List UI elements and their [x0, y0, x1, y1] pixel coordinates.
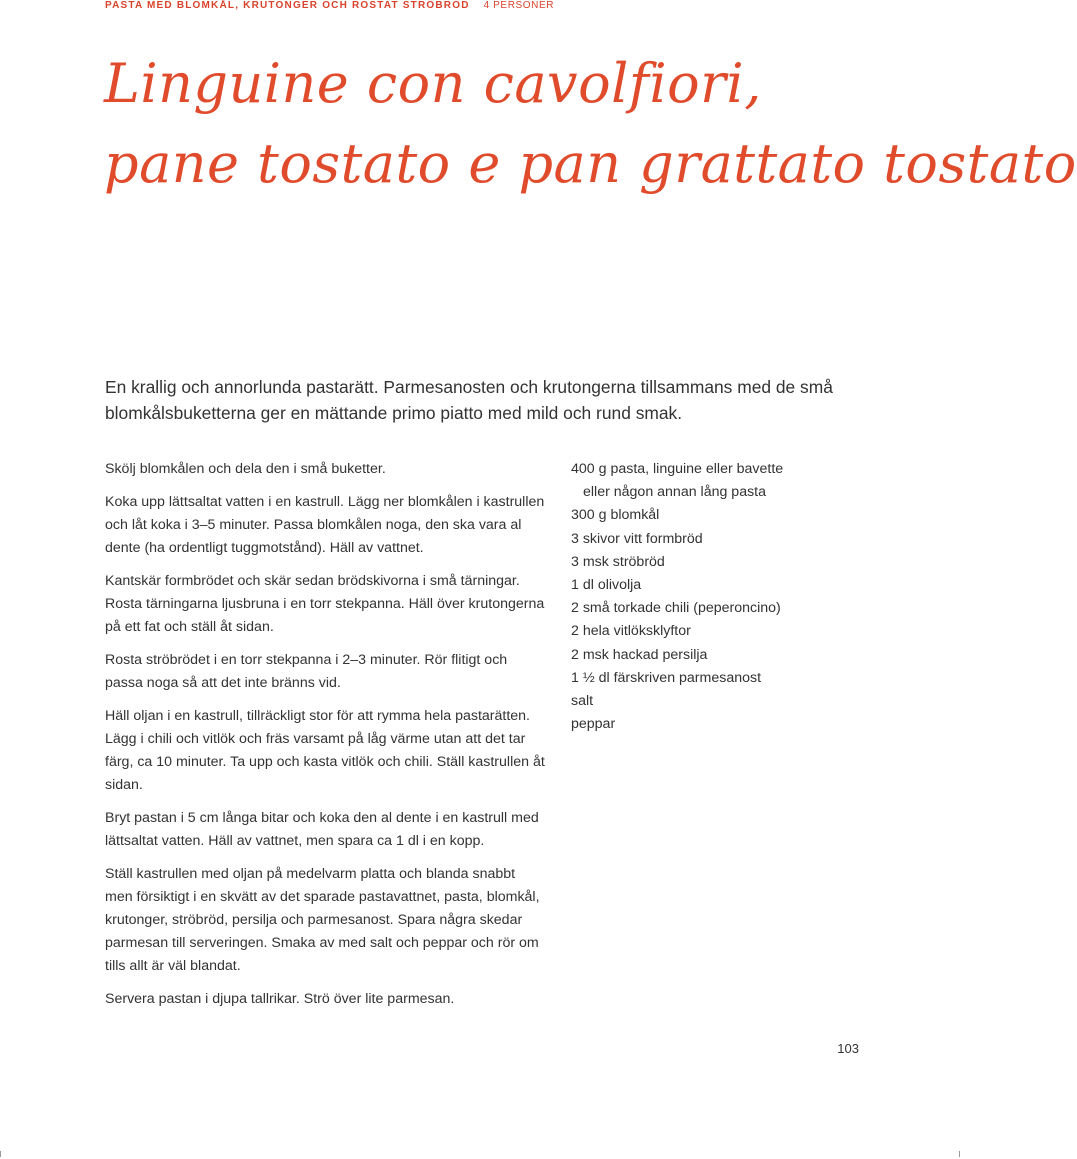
header-servings: 4 PERSONER: [483, 0, 555, 11]
ingredient-item: 300 g blomkål: [571, 507, 660, 524]
ingredient-item: 3 msk ströbröd: [571, 553, 665, 570]
running-header: [105, 0, 554, 14]
method-step: Servera pastan i djupa tallrikar. Strö över lite parmesan.: [105, 991, 455, 1007]
ingredient-item: eller någon annan lång pasta: [583, 484, 767, 501]
ingredient-item: 2 msk hackad persilja: [571, 646, 708, 663]
method-step: Häll oljan i en kastrull, tillräckligt stor för att rymma hela pastarätten. Lägg i chili och vitlök och fräs varsamt på låg värme utan att det tar färg, ca 10 minuter. Ta upp och kasta vitlök och chili. Ställ kastrullen åt sidan.: [105, 708, 545, 793]
method-step: Koka upp lättsaltat vatten i en kastrull. Lägg ner blomkålen i kastrullen och låt koka i 3–5 minuter. Passa blomkålen noga, den ska vara al dente (ha ordentligt tuggmotstånd). Häll av vattnet.: [105, 494, 545, 556]
ingredient-item: 1 dl olivolja: [571, 577, 642, 594]
ingredient-item: 400 g pasta, linguine eller bavette: [571, 461, 784, 477]
method-steps: [105, 458, 545, 1021]
recipe-title-line-1: Linguine con cavolfiori,: [104, 52, 762, 115]
page-number: 103: [837, 1041, 859, 1056]
ingredient-list: [571, 458, 871, 736]
method-step: Bryt pastan i 5 cm långa bitar och koka den al dente i en kastrull med lättsaltat vatten. Häll av vattnet, men spara ca 1 dl i en kopp.: [105, 810, 539, 849]
method-step: Kantskär formbrödet och skär sedan brödskivorna i små tärningar.: [105, 573, 520, 589]
ingredient-item: 3 skivor vitt formbröd: [571, 530, 703, 547]
method-step: Skölj blomkålen och dela den i små buketter.: [105, 461, 386, 477]
ingredient-item: salt: [571, 693, 594, 710]
recipe-title-line-2: pane tostato e pan grattato tostato: [104, 132, 1077, 195]
ingredient-item: 1 ½ dl färskriven parmesanost: [571, 669, 762, 686]
crop-mark-left: [0, 1151, 1, 1157]
recipe-title: [104, 44, 1077, 204]
method-step: Ställ kastrullen med oljan på medelvarm platta och blanda snabbt men försiktigt i en skvätt av det sparade pastavattnet, pasta, blomkål, krutonger, ströbröd, persilja och parmesanost. Spara några skedar parmesan till serveringen. Smaka av med salt och peppar och rör om tills allt är väl blandat.: [105, 866, 540, 974]
ingredient-item: 2 hela vitlöksklyftor: [571, 623, 691, 640]
ingredient-item: peppar: [571, 716, 616, 733]
crop-mark-right: [959, 1151, 960, 1157]
header-section-title: PASTA MED BLOMKÅL, KRUTONGER OCH ROSTAT STRÖBRÖD: [105, 0, 470, 11]
ingredient-item: 2 små torkade chili (peperoncino): [571, 600, 781, 617]
method-step: Rosta tärningarna ljusbruna i en torr stekpanna. Häll över krutongerna på ett fat och ställ åt sidan.: [105, 596, 545, 635]
recipe-intro: En krallig och annorlunda pastarätt. Parmesanosten och krutongerna tillsammans med de små blomkålsbuketterna ger en mättande primo piatto med mild och rund smak.: [105, 377, 833, 423]
method-step: Rosta ströbrödet i en torr stekpanna i 2–3 minuter. Rör flitigt och passa noga så att det inte bränns vid.: [105, 652, 508, 691]
